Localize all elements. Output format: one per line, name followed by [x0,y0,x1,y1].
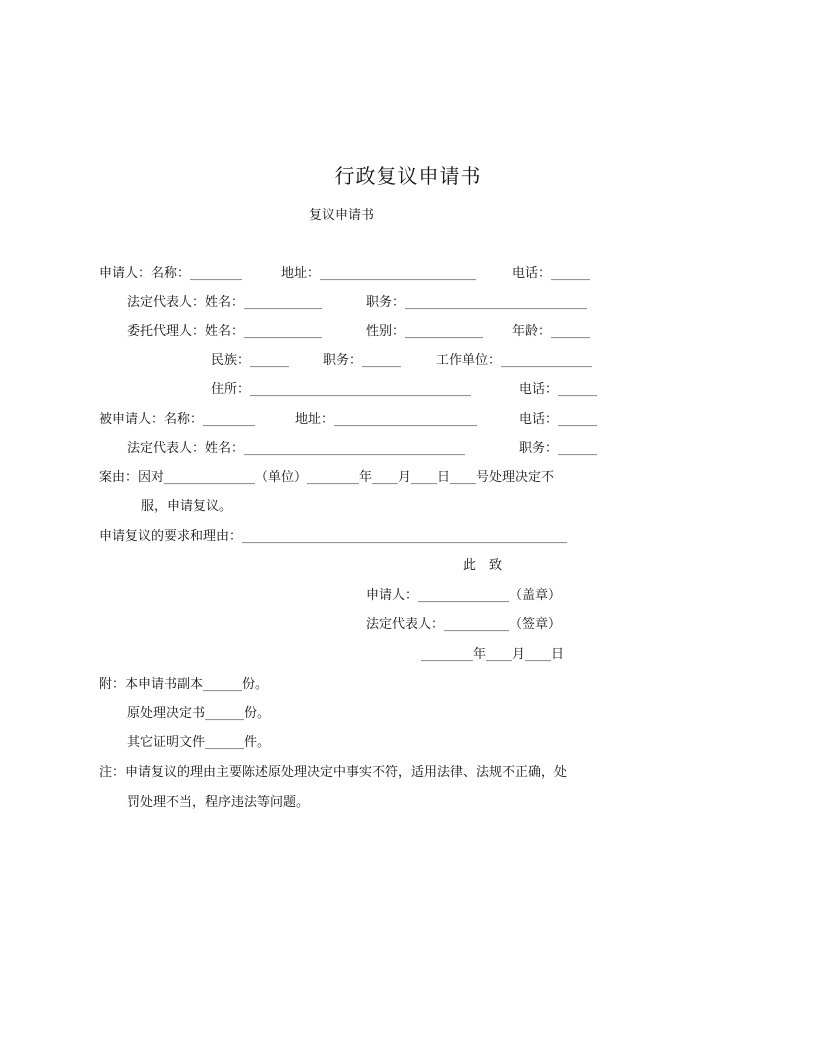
signature-legal-rep: 法定代表人：__________（签章） [366,617,562,632]
document-title: 行政复议申请书 [334,164,482,188]
agent-workplace-line: 工作单位：______________ [436,353,593,368]
attachment-3: 其它证明文件______件。 [127,735,271,750]
agent-ethnicity-line: 民族：______ [211,353,290,368]
applicant-address-line: 地址：________________________ [281,266,477,281]
legal-rep-position-line: 职务：____________________________ [366,295,588,310]
applicant-name-line: 申请人：名称：________ [99,266,243,281]
document-subtitle: 复议申请书 [309,208,375,223]
respondent-address-line: 地址：______________________ [295,412,478,427]
case-line-2: 服，申请复议。 [141,499,233,514]
agent-position-line: 职务：______ [323,353,402,368]
respondent-rep-position-line: 职务：______ [519,441,598,456]
greeting: 此 致 [463,558,503,573]
applicant-phone-line: 电话：______ [512,266,591,281]
agent-age-line: 年龄：______ [512,324,591,339]
note-line-2: 罚处理不当，程序违法等问题。 [127,795,310,810]
signature-applicant: 申请人：______________（盖章） [366,588,562,603]
legal-rep-name-line: 法定代表人：姓名：____________ [127,295,323,310]
attachment-1: 附：本申请书副本______份。 [99,677,269,692]
agent-residence-line: 住所：__________________________________ [211,382,472,397]
request-reason-line: 申请复议的要求和理由：__________________________________________________ [99,529,568,544]
agent-name-line: 委托代理人：姓名：____________ [127,324,323,339]
respondent-phone-line: 电话：______ [519,412,598,427]
agent-gender-line: 性别：____________ [366,324,484,339]
attachment-2: 原处理决定书______份。 [127,706,271,721]
case-line-1: 案由：因对______________（单位）________年____月____日____号处理决定不 [99,470,555,485]
note-line-1: 注：申请复议的理由主要陈述原处理决定中事实不符，适用法律、法规不正确，处 [99,765,568,780]
respondent-name-line: 被申请人：名称：________ [99,412,256,427]
respondent-rep-name-line: 法定代表人：姓名：__________________________________ [127,441,466,456]
agent-phone-line: 电话：______ [519,382,598,397]
signature-date: ________年____月____日 [421,647,565,662]
